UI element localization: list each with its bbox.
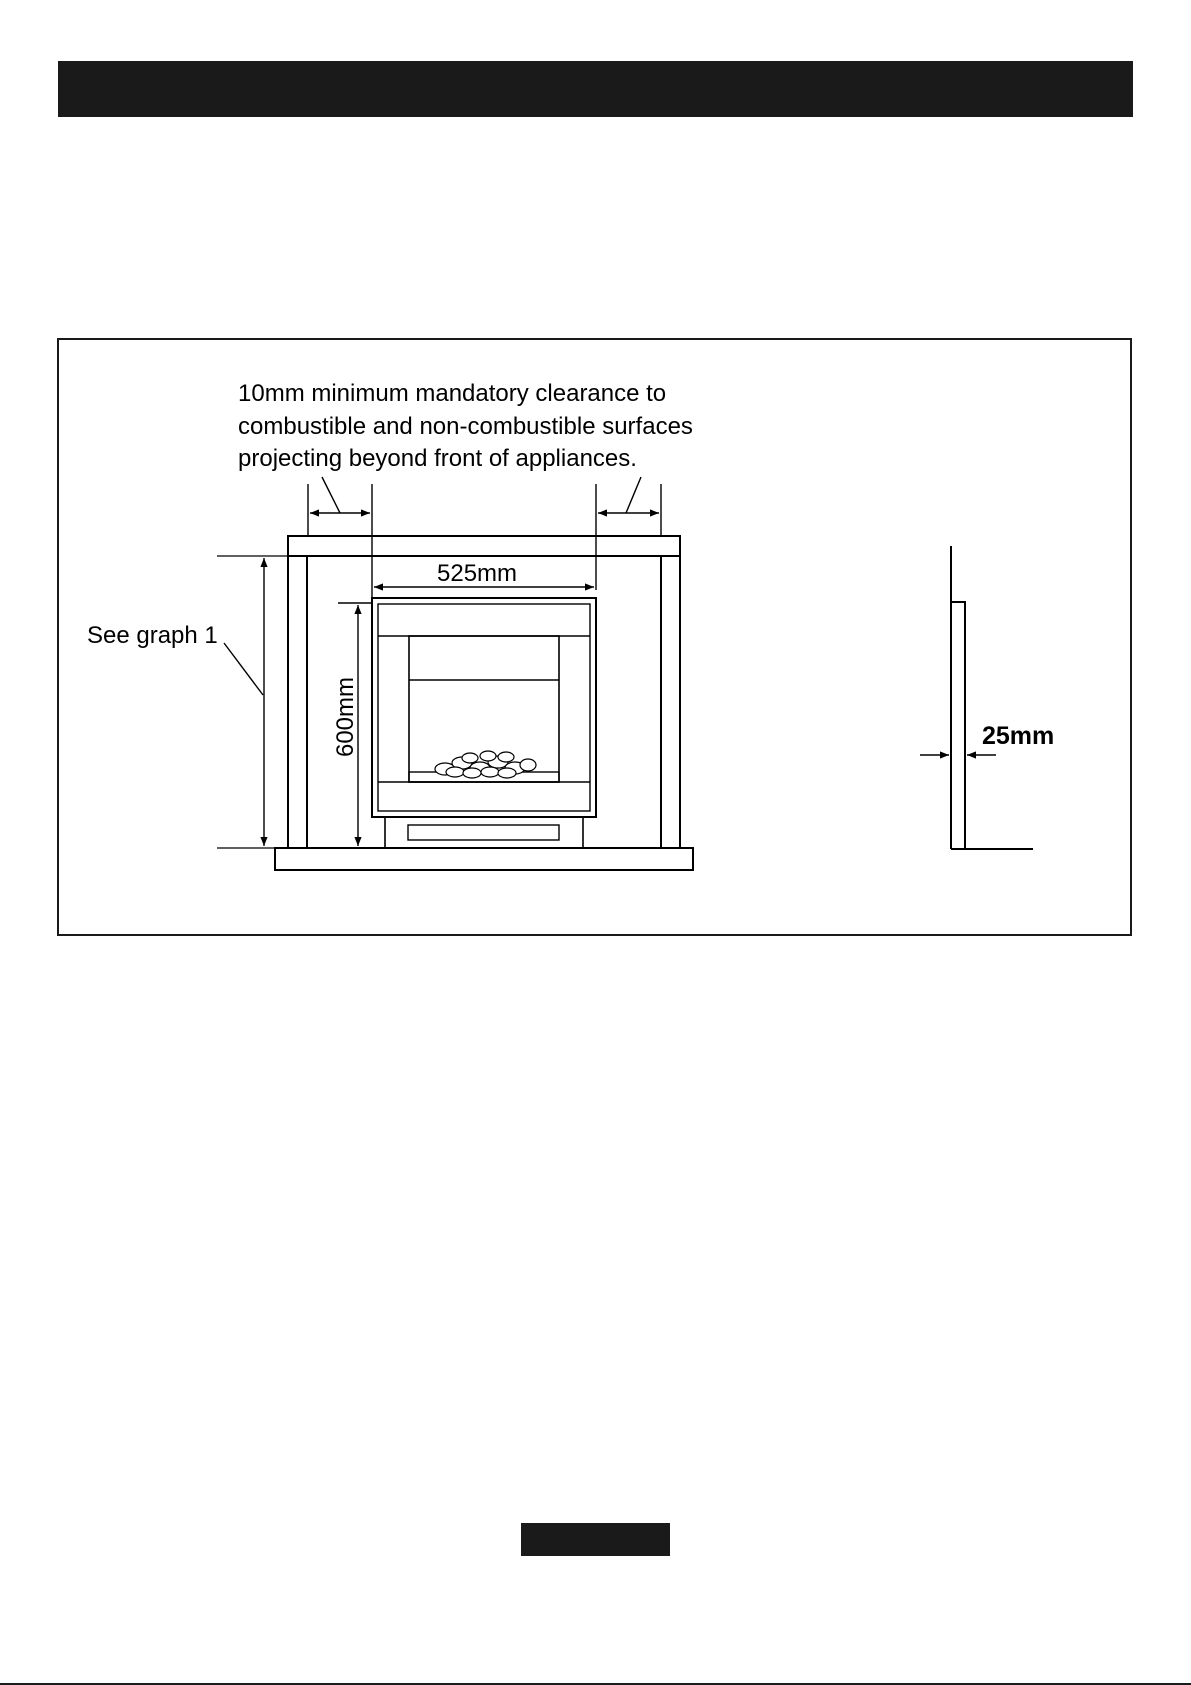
appliance-side-profile [951, 602, 965, 849]
hearth [275, 848, 693, 870]
height-label: 600mm [332, 676, 359, 758]
depth-label: 25mm [982, 722, 1055, 750]
fire-outer-frame [372, 598, 596, 817]
clearance-note [238, 380, 693, 472]
mantel-shelf [288, 536, 680, 556]
heater-vent [408, 825, 559, 840]
left-leg [288, 556, 307, 848]
side-view [951, 546, 1033, 849]
see-graph-label: See graph 1 [87, 622, 218, 649]
electric-fire [372, 598, 596, 848]
clearance-note-line-1: 10mm minimum mandatory clearance to [238, 380, 667, 407]
coal-pebbles [435, 751, 536, 778]
clearance-note-line-2: combustible and non-combustible surfaces [238, 413, 693, 440]
right-leg [661, 556, 680, 848]
page-number-tab [521, 1523, 670, 1556]
fire-base [385, 817, 583, 848]
left-clearance-dimension [308, 477, 372, 535]
clearance-note-line-3: projecting beyond front of appliances. [238, 445, 637, 472]
surround-height-dimension [224, 558, 264, 846]
width-label: 525mm [437, 560, 518, 587]
right-clearance-dimension [596, 477, 661, 590]
